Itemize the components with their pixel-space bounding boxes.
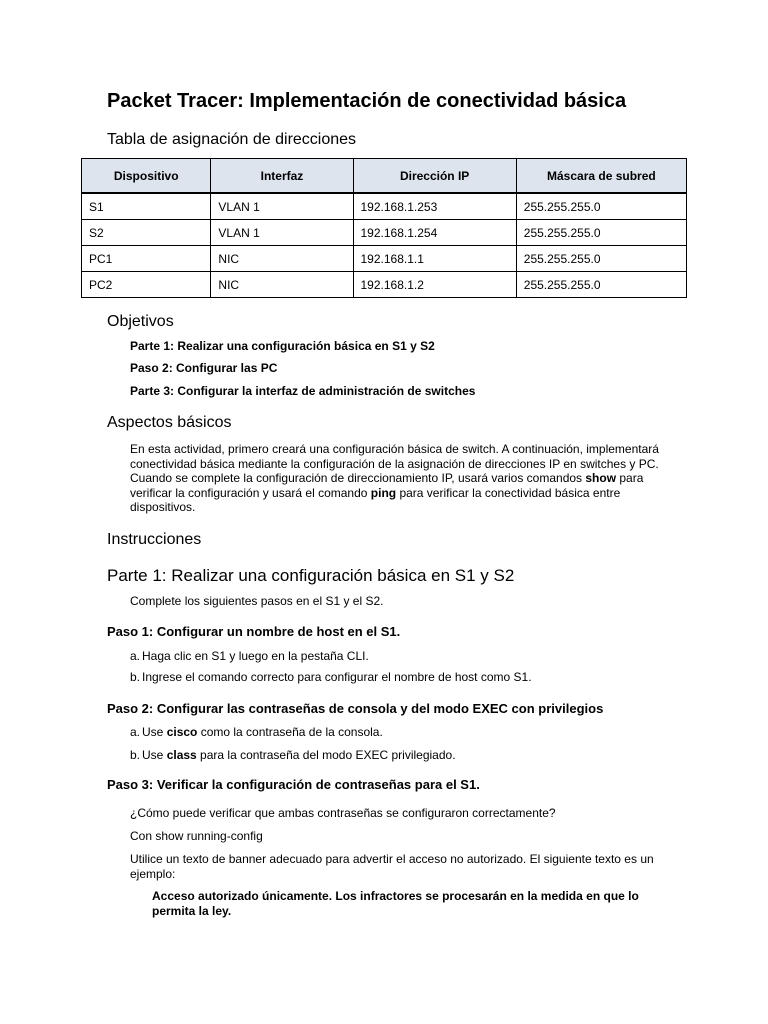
table-cell: VLAN 1: [211, 220, 353, 246]
ping-command: ping: [370, 485, 397, 500]
column-header: Interfaz: [211, 159, 353, 194]
step1-item-b: b. Ingrese el comando correcto para configurar el nombre de host como S1.: [130, 670, 532, 684]
table-cell: PC1: [82, 246, 211, 272]
table-header-row: [82, 159, 687, 194]
objective-item: Paso 2: Configurar las PC: [130, 361, 278, 375]
table-cell: 192.168.1.254: [353, 220, 516, 246]
background-heading: Aspectos básicos: [107, 414, 232, 431]
instructions-heading: Instrucciones: [107, 531, 202, 548]
step1-heading: Paso 1: Configurar un nombre de host en el S1.: [107, 624, 401, 639]
page-title: Packet Tracer: Implementación de conectividad básica: [107, 90, 627, 112]
table-cell: 255.255.255.0: [516, 193, 686, 220]
objectives-heading: Objetivos: [107, 313, 174, 330]
address-table-heading: Tabla de asignación de direcciones: [107, 131, 357, 148]
column-header: Dirección IP: [353, 159, 516, 194]
table-cell: 255.255.255.0: [516, 272, 686, 298]
table-cell: 192.168.1.2: [353, 272, 516, 298]
table-cell: 255.255.255.0: [516, 246, 686, 272]
step2-item-a: a. Use cisco como la contraseña de la consola.: [130, 725, 383, 739]
address-table: [81, 158, 687, 298]
part1-intro: Complete los siguientes pasos en el S1 y el S2.: [130, 594, 384, 608]
step2-item-b: b. Use class para la contraseña del modo EXEC privilegiado.: [130, 748, 456, 762]
step3-question: ¿Cómo puede verificar que ambas contraseñas se configuraron correctamente?: [130, 806, 556, 820]
table-cell: PC2: [82, 272, 211, 298]
show-command: show: [585, 471, 617, 485]
table-row: [82, 220, 687, 246]
table-row: [82, 193, 687, 220]
column-header: Máscara de subred: [516, 159, 686, 194]
background-paragraph: En esta actividad, primero creará una configuración básica de switch. A continuación, implementará conectividad básica mediante la configuración de la asignación de direcciones IP en switches y PC. Cuando se complete la configuración de direccionamiento IP, usará varios comandos show para verificar la configuración y usará el comando ping para verificar la conectividad básica entre dispositivos.: [130, 442, 659, 514]
step1-item-a: a. Haga clic en S1 y luego en la pestaña CLI.: [130, 649, 369, 663]
step3-answer: Con show running-config: [130, 829, 263, 843]
table-cell: S2: [82, 220, 211, 246]
part1-heading: Parte 1: Realizar una configuración básica en S1 y S2: [107, 566, 515, 585]
table-cell: 255.255.255.0: [516, 220, 686, 246]
objective-item: Parte 1: Realizar una configuración básica en S1 y S2: [130, 339, 435, 353]
banner-intro: Utilice un texto de banner adecuado para advertir el acceso no autorizado. El siguiente texto es un ejemplo:: [130, 852, 654, 881]
table-cell: NIC: [211, 246, 353, 272]
objective-item: Parte 3: Configurar la interfaz de administración de switches: [130, 384, 476, 398]
step3-heading: Paso 3: Verificar la configuración de contraseñas para el S1.: [107, 777, 480, 792]
table-row: [82, 272, 687, 298]
table-row: [82, 246, 687, 272]
banner-example: Acceso autorizado únicamente. Los infractores se procesarán en la medida en que lo permita la ley.: [152, 889, 639, 918]
column-header: Dispositivo: [82, 159, 211, 194]
table-cell: 192.168.1.253: [353, 193, 516, 220]
step2-heading: Paso 2: Configurar las contraseñas de consola y del modo EXEC con privilegios: [107, 701, 604, 716]
table-cell: NIC: [211, 272, 353, 298]
table-cell: VLAN 1: [211, 193, 353, 220]
table-cell: S1: [82, 193, 211, 220]
table-cell: 192.168.1.1: [353, 246, 516, 272]
